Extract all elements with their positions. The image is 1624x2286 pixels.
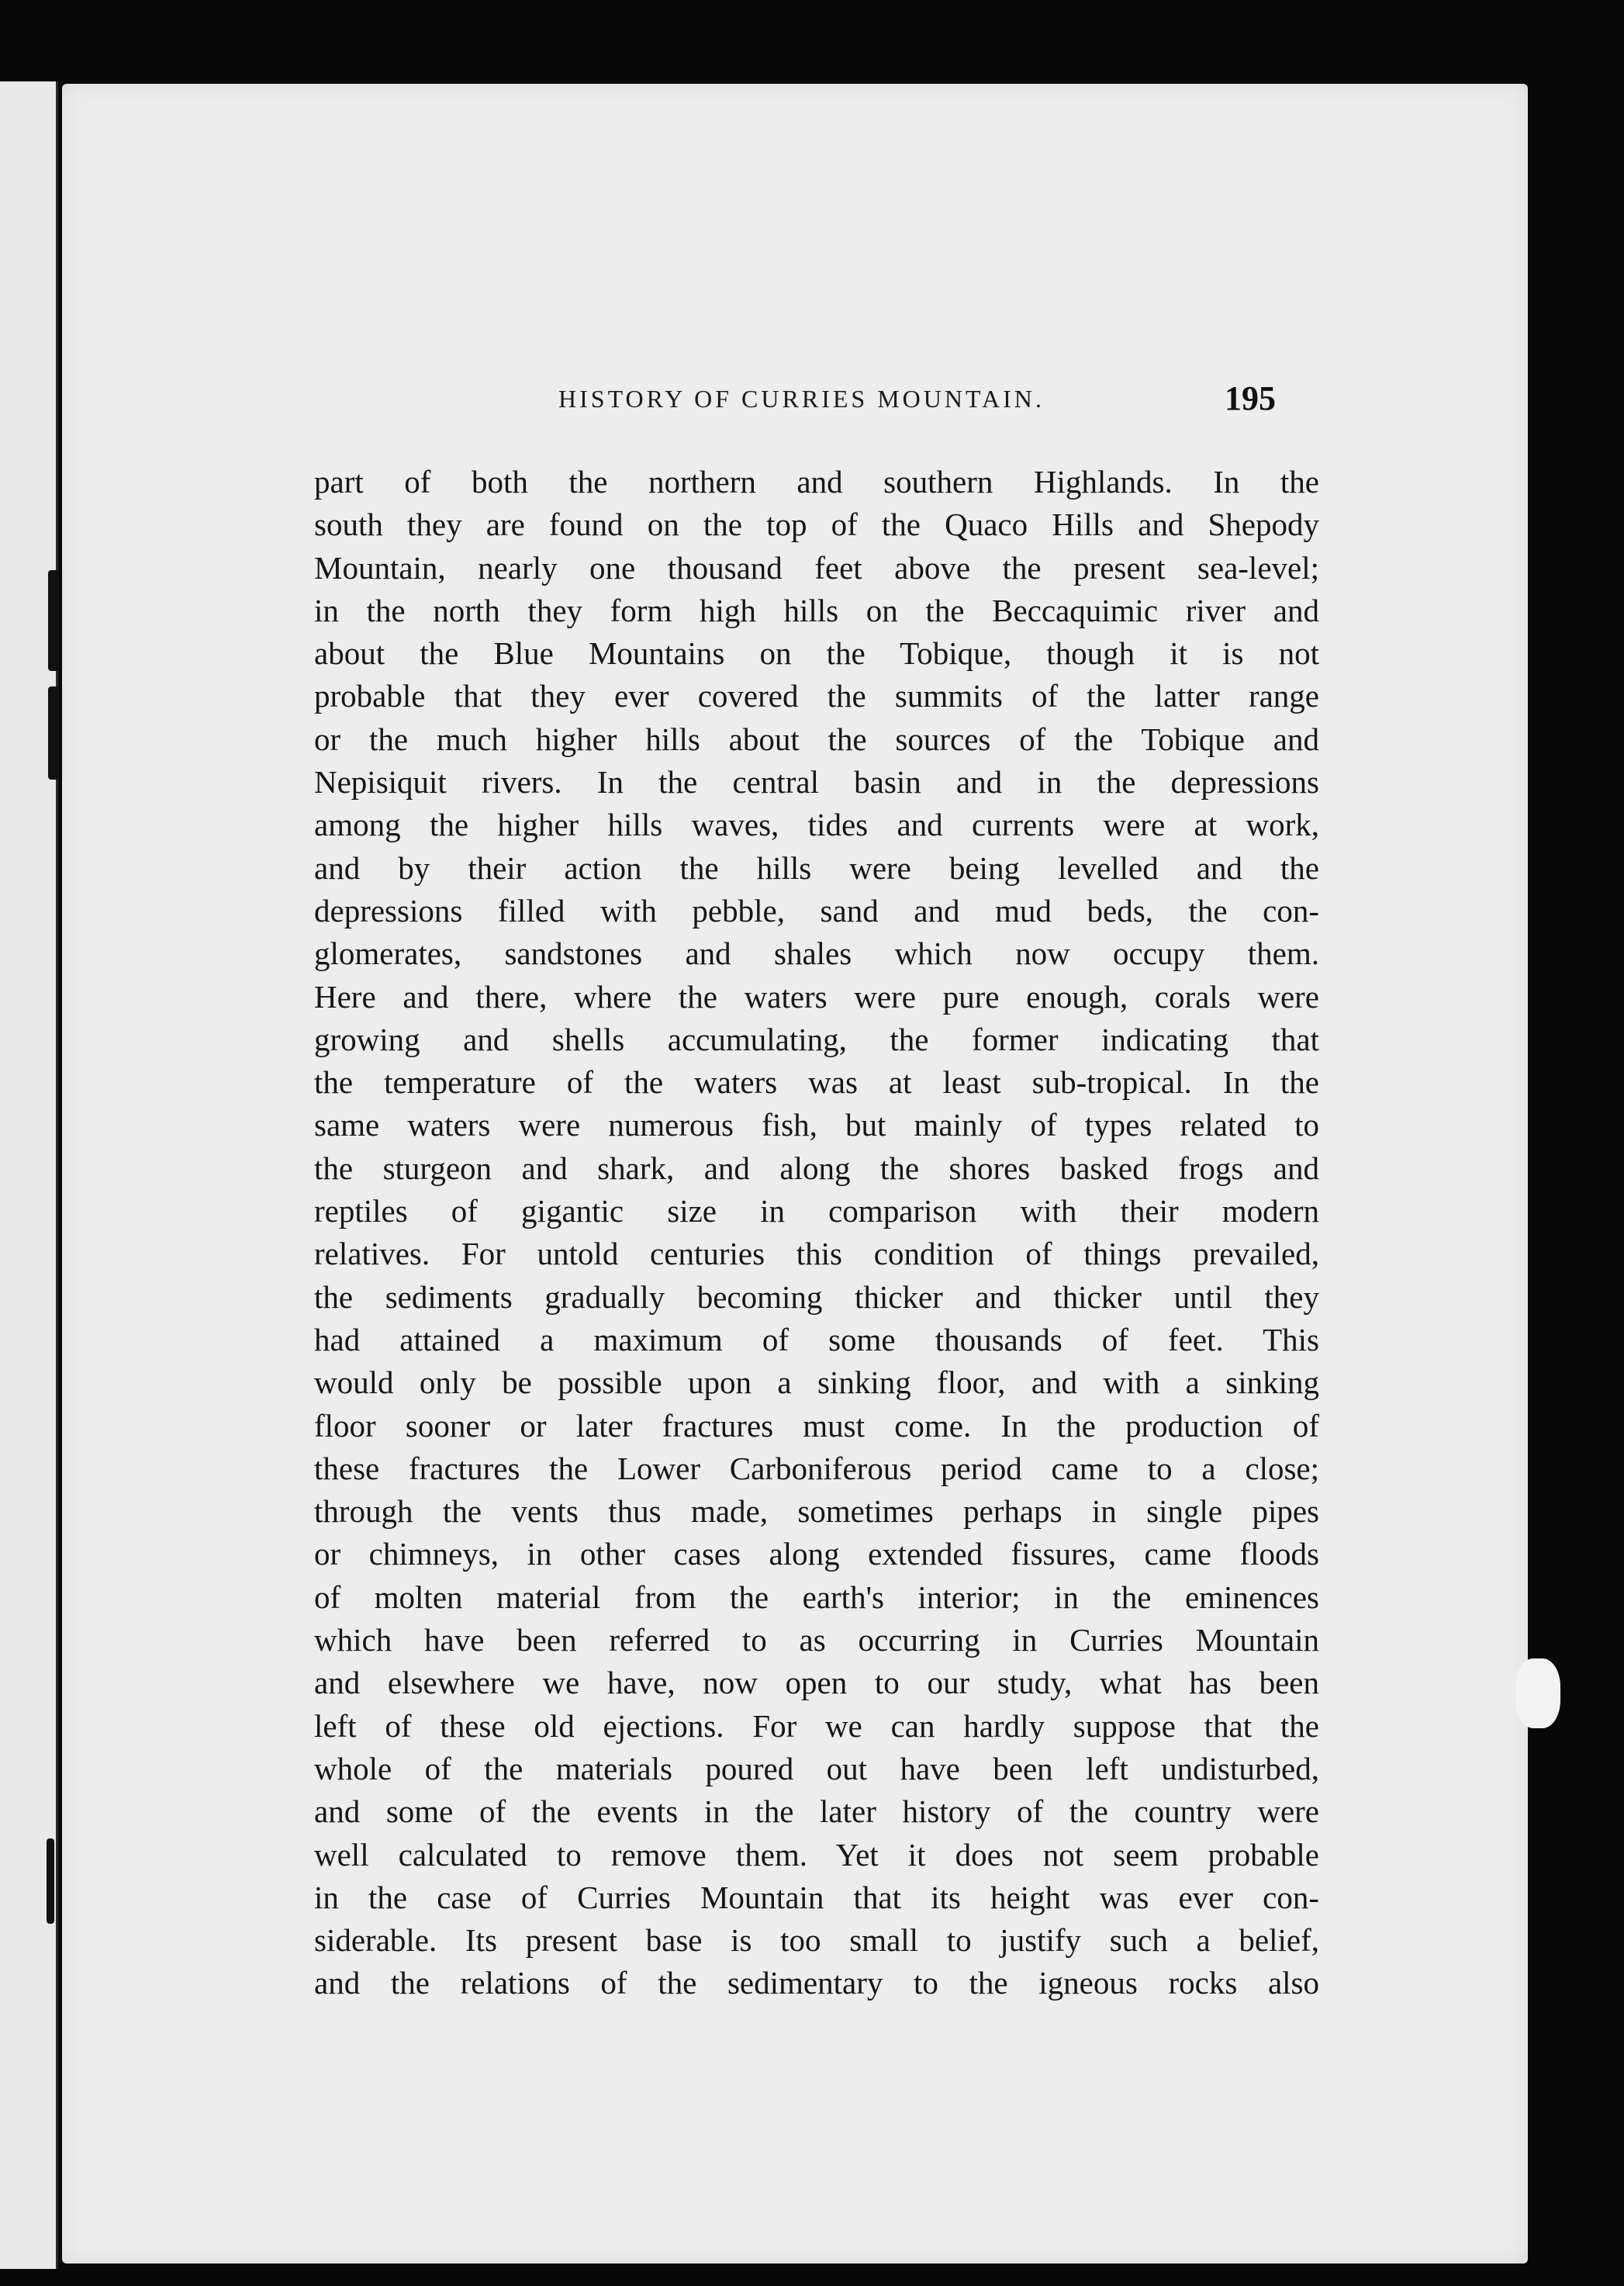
text-line: these fractures the Lower Carboniferous period came to a close; xyxy=(314,1450,1319,1486)
text-line: the temperature of the waters was at least sub-tropical. In the xyxy=(314,1064,1319,1101)
text-line: relatives. For untold centuries this condition of things prevailed, xyxy=(314,1236,1319,1272)
text-line: south they are found on the top of the Quaco Hills and Shepody xyxy=(314,507,1319,543)
text-line: through the vents thus made, sometimes perhaps in single pipes xyxy=(314,1493,1319,1530)
text-line: siderable. Its present base is too small to justify such a belief, xyxy=(314,1922,1319,1959)
text-line: would only be possible upon a sinking floor, and with a sinking xyxy=(314,1364,1319,1401)
body-text xyxy=(314,461,1319,2005)
text-line: which have been referred to as occurring in Curries Mountain xyxy=(314,1622,1319,1658)
text-line: depressions filled with pebble, sand and mud beds, the con- xyxy=(314,892,1319,929)
text-line: Mountain, nearly one thousand feet above the present sea-level; xyxy=(314,549,1319,586)
text-line: whole of the materials poured out have been left undisturbed, xyxy=(314,1750,1319,1786)
adjacent-page-edge xyxy=(0,81,58,2269)
text-line: in the case of Curries Mountain that its height was ever con- xyxy=(314,1879,1319,1915)
text-line: or the much higher hills about the sources of the Tobique and xyxy=(314,721,1319,757)
text-line: of molten material from the earth's interior; in the eminences xyxy=(314,1579,1319,1615)
text-line: glomerates, sandstones and shales which now occupy them. xyxy=(314,935,1319,972)
text-line: or chimneys, in other cases along extended fissures, came floods xyxy=(314,1536,1319,1572)
text-line: part of both the northern and southern Highlands. In the xyxy=(314,464,1319,500)
text-line: and the relations of the sedimentary to the igneous rocks also xyxy=(314,1965,1319,2001)
page-header xyxy=(62,379,1528,431)
text-line: and by their action the hills were being levelled and the xyxy=(314,849,1319,886)
text-line: left of these old ejections. For we can hardly suppose that the xyxy=(314,1707,1319,1744)
text-line: and some of the events in the later history of the country were xyxy=(314,1793,1319,1830)
text-line: about the Blue Mountains on the Tobique, though it is not xyxy=(314,635,1319,672)
text-line: well calculated to remove them. Yet it does not seem probable xyxy=(314,1836,1319,1873)
binding-mark xyxy=(48,686,59,780)
page-number: 195 xyxy=(1225,379,1276,417)
text-line: had attained a maximum of some thousands of feet. This xyxy=(314,1321,1319,1357)
text-line: in the north they form high hills on the Beccaquimic river and xyxy=(314,592,1319,628)
book-page xyxy=(62,84,1528,2264)
paper-fleck xyxy=(1515,1658,1560,1728)
text-line: among the higher hills waves, tides and currents were at work, xyxy=(314,807,1319,843)
binding-mark xyxy=(47,1838,54,1924)
binding-mark xyxy=(48,570,59,671)
text-line: Here and there, where the waters were pure enough, corals were xyxy=(314,978,1319,1015)
text-line: the sediments gradually becoming thicker and thicker until they xyxy=(314,1278,1319,1315)
text-line: floor sooner or later fractures must come. In the production of xyxy=(314,1407,1319,1444)
text-line: Nepisiquit rivers. In the central basin and in the depressions xyxy=(314,764,1319,801)
text-line: reptiles of gigantic size in comparison with their modern xyxy=(314,1193,1319,1229)
running-head: HISTORY OF CURRIES MOUNTAIN. xyxy=(558,385,1045,413)
text-line: growing and shells accumulating, the former indicating that xyxy=(314,1021,1319,1057)
text-line: and elsewhere we have, now open to our study, what has been xyxy=(314,1665,1319,1701)
text-line: the sturgeon and shark, and along the shores basked frogs and xyxy=(314,1150,1319,1186)
text-line: same waters were numerous fish, but mainly of types related to xyxy=(314,1107,1319,1143)
text-line: probable that they ever covered the summits of the latter range xyxy=(314,678,1319,714)
